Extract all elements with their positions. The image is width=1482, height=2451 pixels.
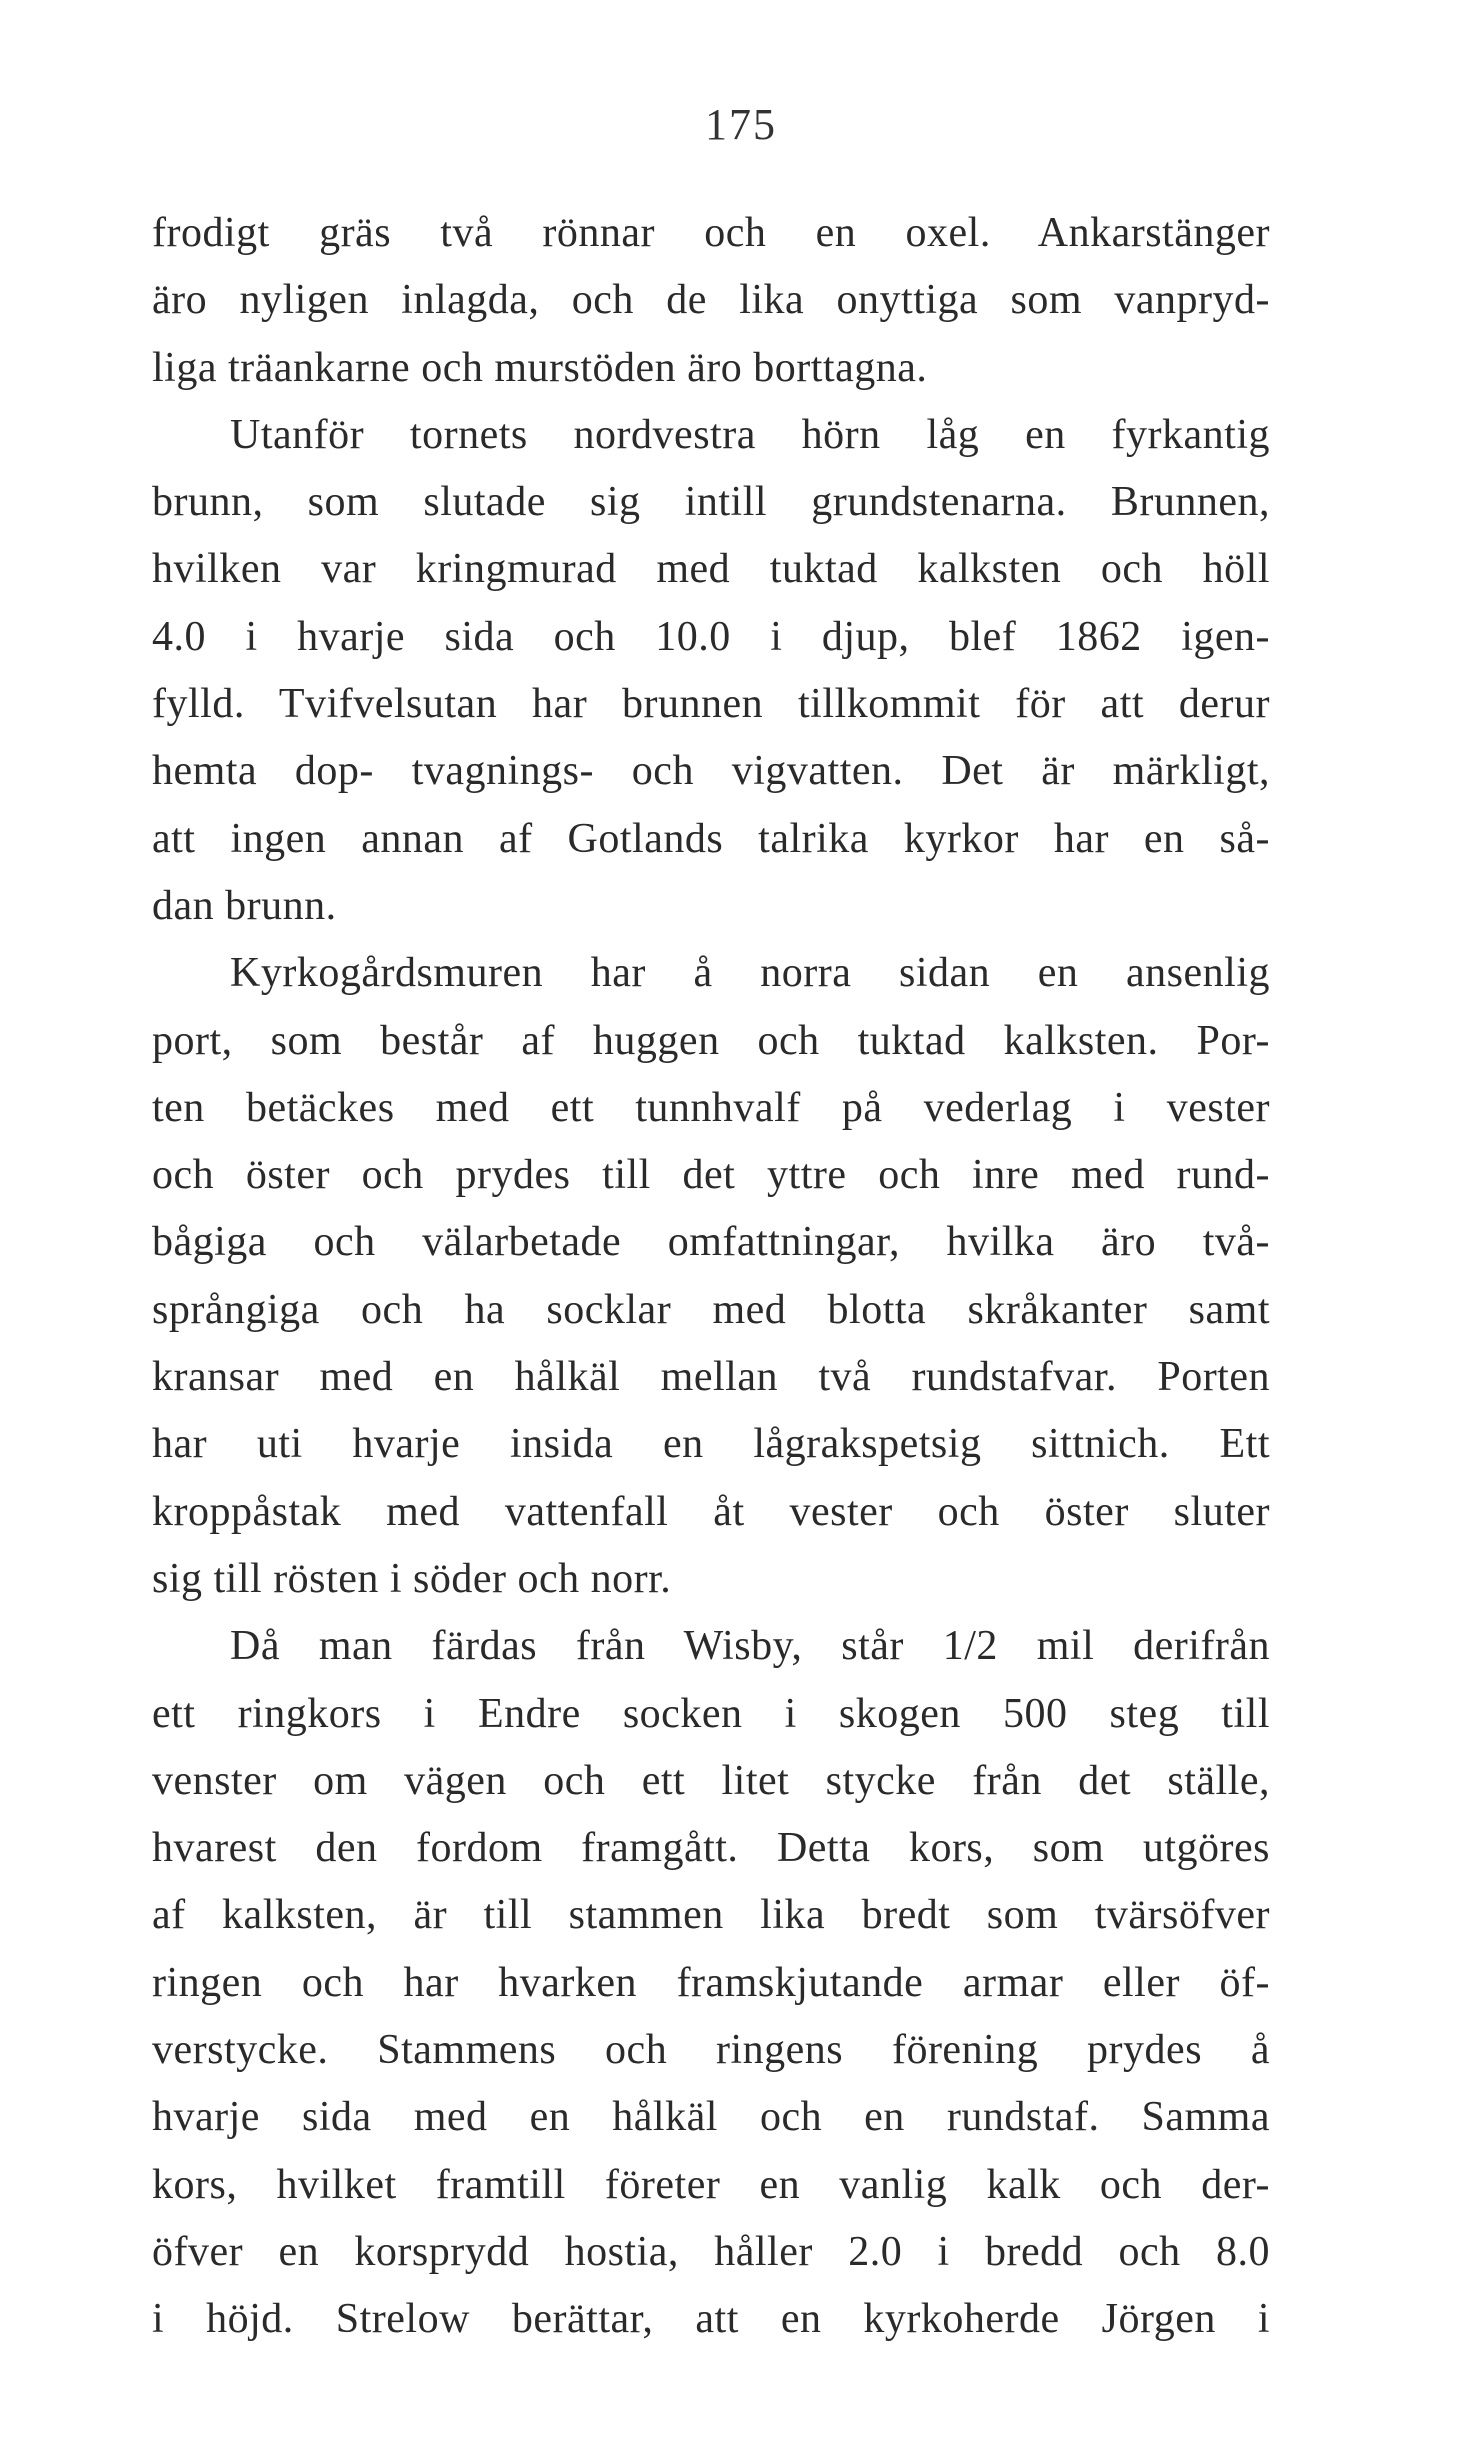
text-line: har uti hvarje insida en lågrakspetsig sittnich. Ett: [152, 1421, 1270, 1468]
text-line: port, som består af huggen och tuktad kalksten. Por-: [152, 1017, 1270, 1064]
text-line: hvarje sida med en hålkäl och en rundstaf. Samma: [152, 2094, 1270, 2141]
page-text: [152, 200, 1270, 2354]
text-line: bågiga och välarbetade omfattningar, hvilka äro två-: [152, 1219, 1270, 1266]
text-line: 4.0 i hvarje sida och 10.0 i djup, blef 1862 igen-: [152, 613, 1270, 660]
text-line: i höjd. Strelow berättar, att en kyrkoherde Jörgen i: [152, 2296, 1270, 2343]
text-line: kroppåstak med vattenfall åt vester och öster sluter: [152, 1488, 1270, 1535]
text-line: af kalksten, är till stammen lika bredt som tvärsöfver: [152, 1892, 1270, 1939]
text-line: Utanför tornets nordvestra hörn låg en fyrkantig: [230, 411, 1270, 458]
text-line: Kyrkogårdsmuren har å norra sidan en ansenlig: [230, 950, 1270, 997]
text-line: verstycke. Stammens och ringens förening prydes å: [152, 2027, 1270, 2074]
text-line: språngiga och ha socklar med blotta skråkanter samt: [152, 1286, 1270, 1333]
text-line: liga träankarne och murstöden äro borttagna.: [152, 344, 928, 391]
text-line: sig till rösten i söder och norr.: [152, 1555, 672, 1602]
text-line: kors, hvilket framtill företer en vanlig kalk och der-: [152, 2161, 1270, 2208]
text-line: brunn, som slutade sig intill grundstenarna. Brunnen,: [152, 479, 1270, 526]
text-line: hvarest den fordom framgått. Detta kors, som utgöres: [152, 1825, 1270, 1872]
text-line: venster om vägen och ett litet stycke från det ställe,: [152, 1757, 1270, 1804]
text-line: ringen och har hvarken framskjutande armar eller öf-: [152, 1959, 1270, 2006]
text-line: hvilken var kringmurad med tuktad kalksten och höll: [152, 546, 1270, 593]
text-line: äro nyligen inlagda, och de lika onyttiga som vanpryd-: [152, 277, 1270, 324]
text-line: Då man färdas från Wisby, står 1/2 mil derifrån: [230, 1623, 1270, 1670]
text-line: fylld. Tvifvelsutan har brunnen tillkommit för att derur: [152, 681, 1270, 728]
text-line: dan brunn.: [152, 882, 337, 929]
text-line: och öster och prydes till det yttre och inre med rund-: [152, 1152, 1270, 1199]
text-line: öfver en korsprydd hostia, håller 2.0 i bredd och 8.0: [152, 2228, 1270, 2275]
page-number: 175: [705, 100, 777, 149]
text-line: frodigt gräs två rönnar och en oxel. Ankarstänger: [152, 210, 1270, 256]
text-line: kransar med en hålkäl mellan två rundstafvar. Porten: [152, 1354, 1270, 1401]
text-line: att ingen annan af Gotlands talrika kyrkor har en så-: [152, 815, 1270, 862]
text-line: ett ringkors i Endre socken i skogen 500 steg till: [152, 1690, 1270, 1737]
text-line: ten betäckes med ett tunnhvalf på vederlag i vester: [152, 1084, 1270, 1131]
text-line: hemta dop- tvagnings- och vigvatten. Det är märkligt,: [152, 748, 1270, 795]
